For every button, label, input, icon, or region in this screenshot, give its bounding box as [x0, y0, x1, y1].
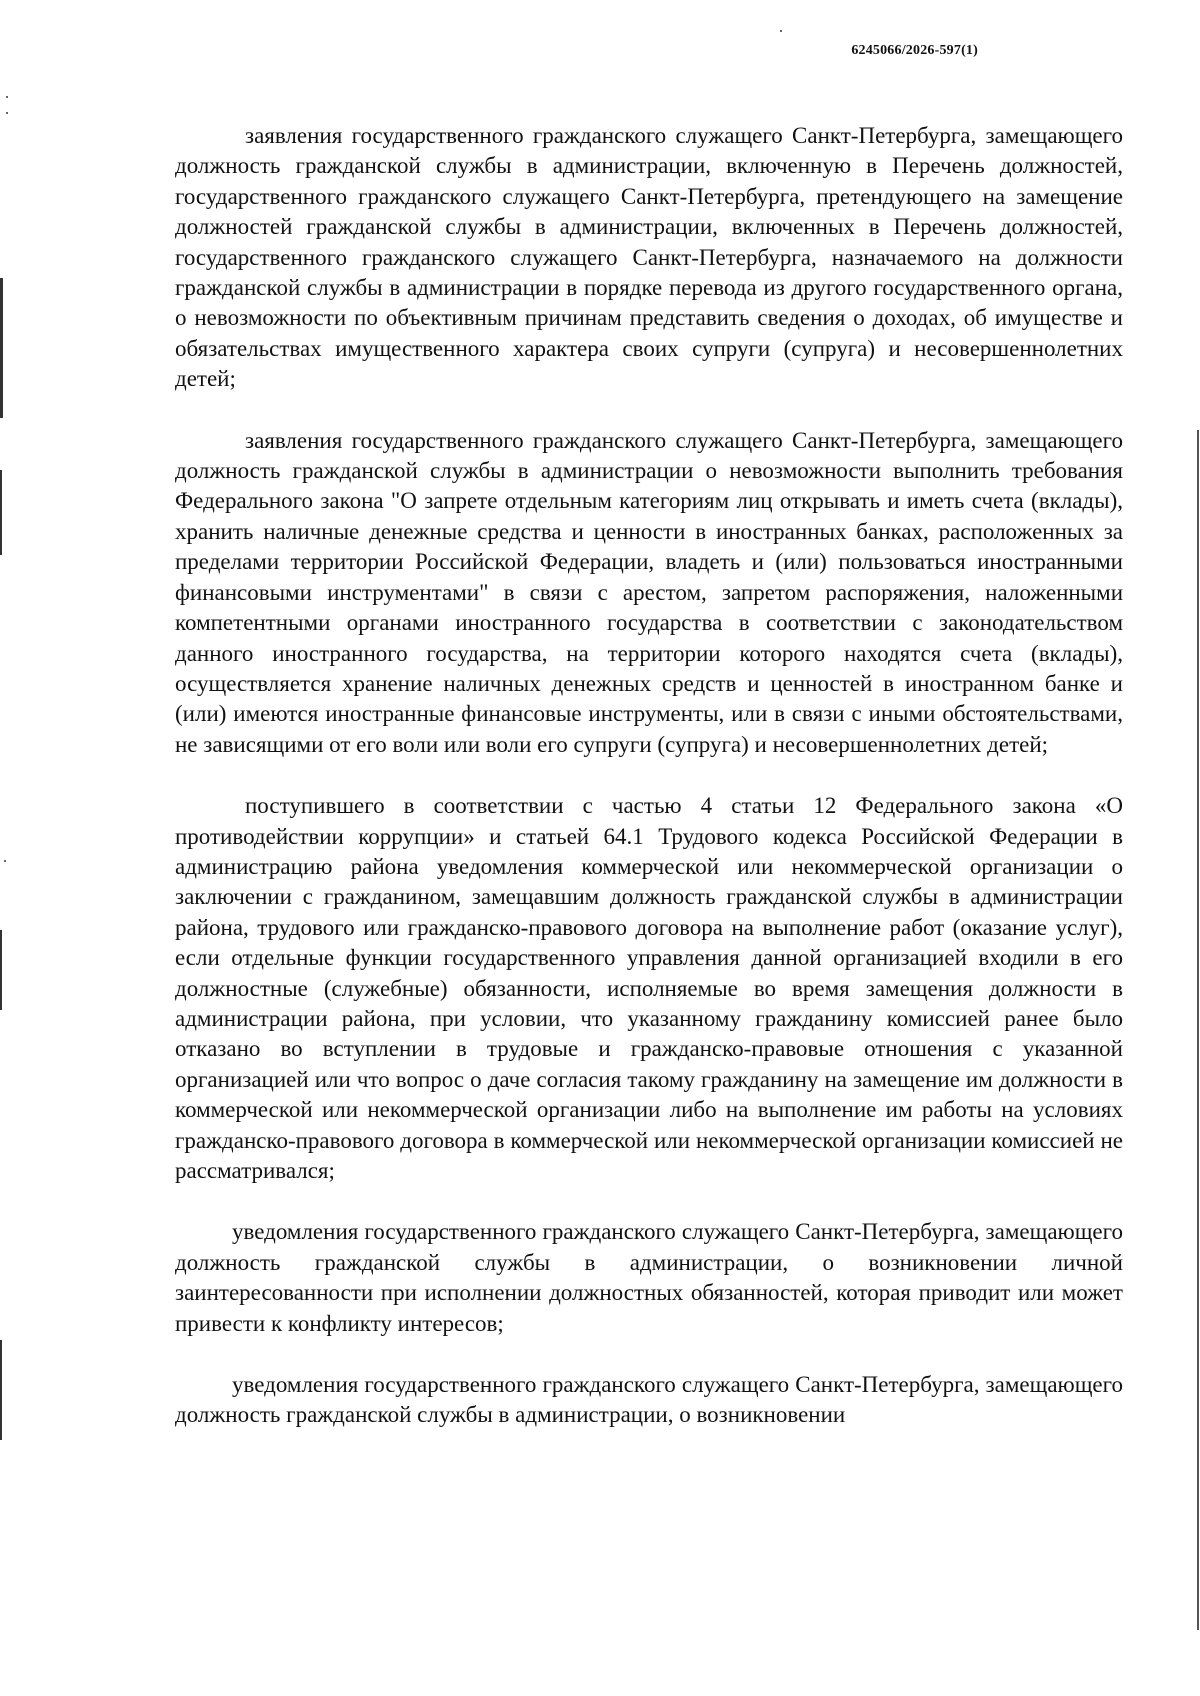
- paragraph: заявления государственного гражданского служащего Санкт-Петербурга, замещающего должность гражданской службы в администрации, включенную в Перечень должностей, государственного гражданского служащего Санкт-Петербурга, претендующего на замещение должностей гражданской службы в администрации, включенных в Перечень должностей, государственного гражданского служащего Санкт-Петербурга, назначаемого на должности гражданской службы в администрации в порядке перевода из другого государственного органа, о невозможности по объективным причинам представить сведения о доходах, об имуществе и обязательствах имущественного характера своих супруги (супруга) и несовершеннолетних детей;: [175, 123, 1123, 392]
- scan-margin-mark: [0, 930, 2, 1010]
- scan-dot: [6, 96, 8, 98]
- scan-margin-mark: [0, 470, 2, 555]
- paragraph: уведомления государственного гражданского служащего Санкт-Петербурга, замещающего должность гражданской службы в администрации, о возникновении личной заинтересованности при исполнении должностных обязанностей, которая приводит или может привести к конфликту интересов;: [175, 1219, 1123, 1336]
- paragraph: уведомления государственного гражданского служащего Санкт-Петербурга, замещающего должность гражданской службы в администрации, о возникновении: [175, 1372, 1123, 1428]
- document-number: 6245066/2026-597(1): [851, 43, 978, 58]
- paragraph: заявления государственного гражданского служащего Санкт-Петербурга, замещающего должность гражданской службы в администрации о невозможности выполнить требования Федерального закона "О запрете отдельным категориям лиц открывать и иметь счета (вклады), хранить наличные денежные средства и ценности в иностранных банках, расположенных за пределами территории Российской Федерации, владеть и (или) пользоваться иностранными финансовыми инструментами" в связи с арестом, запретом распоряжения, наложенными компетентными органами иностранного государства в соответствии с законодательством данного иностранного государства, на территории которого находятся счета (вклады), осуществляется хранение наличных денежных средств и ценностей в иностранном банке и (или) имеются иностранные финансовые инструменты, или в связи с иными обстоятельствами, не зависящими от его воли или воли его супруги (супруга) и несовершеннолетних детей;: [175, 427, 1123, 757]
- document-body: [175, 121, 1123, 1462]
- scan-dot: [6, 112, 8, 114]
- paragraph: поступившего в соответствии с частью 4 статьи 12 Федерального закона «О противодействии коррупции» и статьей 64.1 Трудового кодекса Российской Федерации в администрацию района уведомления коммерческой или некоммерческой организации о заключении с гражданином, замещавшим должность гражданской службы в администрации района, трудового или гражданско-правового договора на выполнение работ (оказание услуг), если отдельные функции государственного управления данной организацией входили в его должностные (служебные) обязанности, исполняемые во время замещения должности в администрации района, при условии, что указанному гражданину комиссией ранее было отказано во вступлении в трудовые и гражданско-правовые отношения с указанной организацией или что вопрос о даче согласия такому гражданину на замещение им должности в коммерческой или некоммерческой организации либо на выполнение им работы на условиях гражданско-правового договора в коммерческой или некоммерческой организации комиссией не рассматривался;: [175, 793, 1123, 1183]
- scan-margin-mark: [0, 278, 3, 418]
- scan-margin-mark: [0, 1340, 2, 1440]
- scan-dot: [780, 30, 782, 32]
- scan-dot: [4, 860, 6, 862]
- scan-margin-mark: [1197, 430, 1199, 1630]
